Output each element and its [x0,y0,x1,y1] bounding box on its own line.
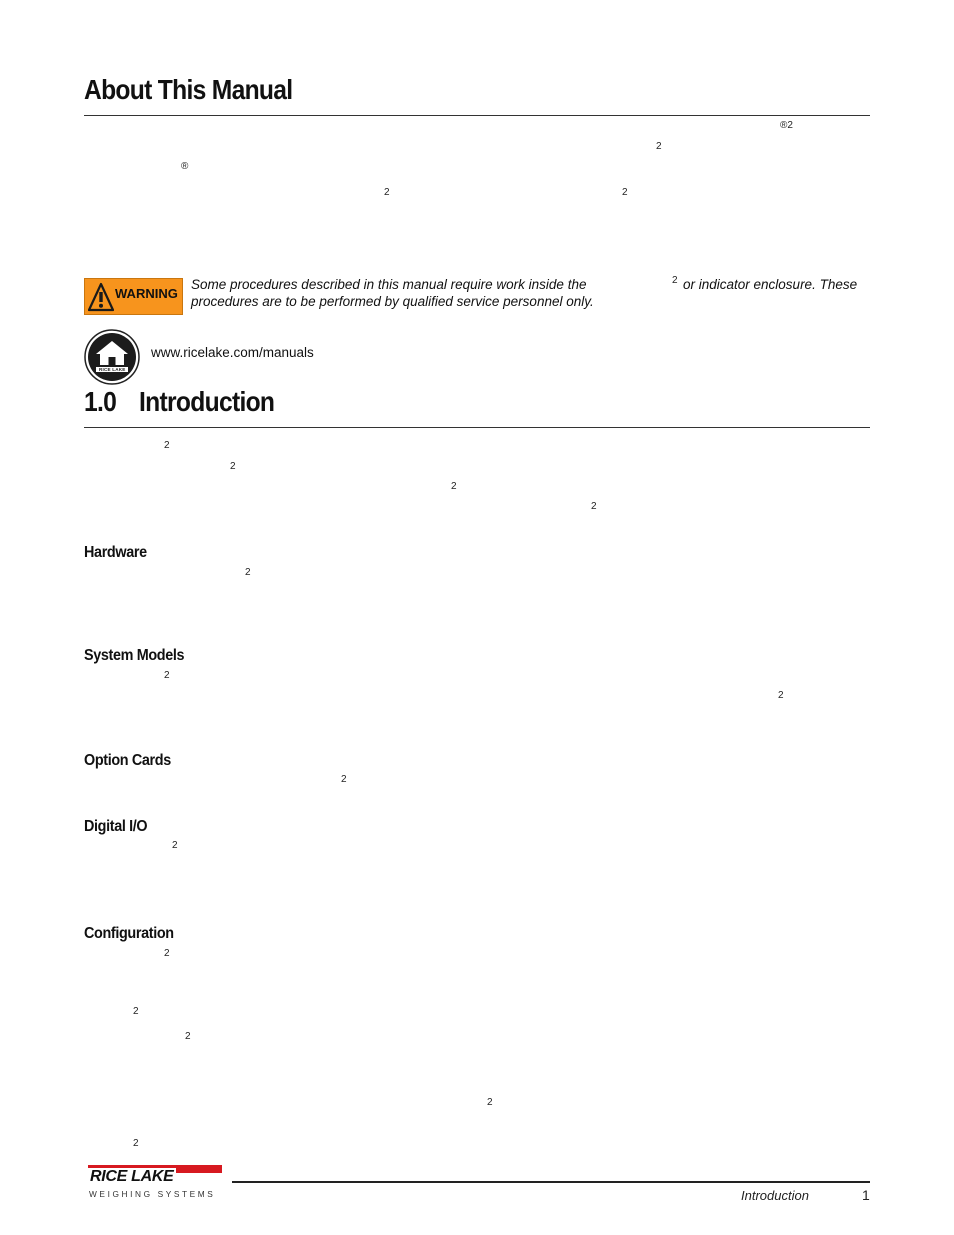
superscript-mark: 2 [341,774,347,785]
registered-mark: ®2 [780,120,793,131]
logo-wordmark: RICE LAKE [90,1168,174,1185]
heading-digital-io: Digital I/O [84,818,148,835]
about-rule [84,115,870,116]
superscript-mark: 2 [133,1006,139,1017]
superscript-mark: 2 [164,948,170,959]
superscript-mark: 2 [778,690,784,701]
superscript-mark: 2 [487,1097,493,1108]
heading-configuration: Configuration [84,925,174,942]
page-number: 1 [862,1187,870,1203]
superscript-mark: 2 [172,840,178,851]
heading-system-models: System Models [84,647,185,664]
warning-label: WARNING [115,286,178,301]
heading-option-cards: Option Cards [84,752,171,769]
superscript-mark: 2 [164,440,170,451]
superscript-mark: 2 [591,501,597,512]
introduction-title [84,386,274,418]
superscript-mark: 2 [656,141,662,152]
footer-section-label: Introduction [741,1188,809,1203]
footer-rule [232,1181,870,1183]
superscript-mark: 2 [384,187,390,198]
section-title: Introduction [139,386,275,417]
superscript-mark: 2 [164,670,170,681]
warning-triangle-icon [88,282,114,312]
about-title: About This Manual [84,74,293,105]
superscript-mark: 2 [245,567,251,578]
warning-text-line1-end: or indicator enclosure. These [683,277,858,292]
superscript-mark: 2 [672,275,678,286]
superscript-mark: 2 [133,1138,139,1149]
introduction-rule [84,427,870,428]
registered-mark: ® [181,161,189,172]
rice-lake-home-icon [84,329,140,385]
superscript-mark: 2 [185,1031,191,1042]
rice-lake-logo [88,1165,224,1205]
section-number: 1.0 [84,386,117,417]
heading-hardware: Hardware [84,544,147,561]
logo-tagline: WEIGHING SYSTEMS [89,1189,216,1199]
superscript-mark: 2 [451,481,457,492]
manuals-link[interactable]: www.ricelake.com/manuals [151,345,314,360]
warning-text-line1: Some procedures described in this manual require work inside the [191,277,587,292]
warning-badge [84,278,183,315]
home-icon-label: RICE LAKE [99,366,126,372]
superscript-mark: 2 [622,187,628,198]
superscript-mark: 2 [230,461,236,472]
warning-text-line2: procedures are to be performed by qualified service personnel only. [191,294,594,309]
